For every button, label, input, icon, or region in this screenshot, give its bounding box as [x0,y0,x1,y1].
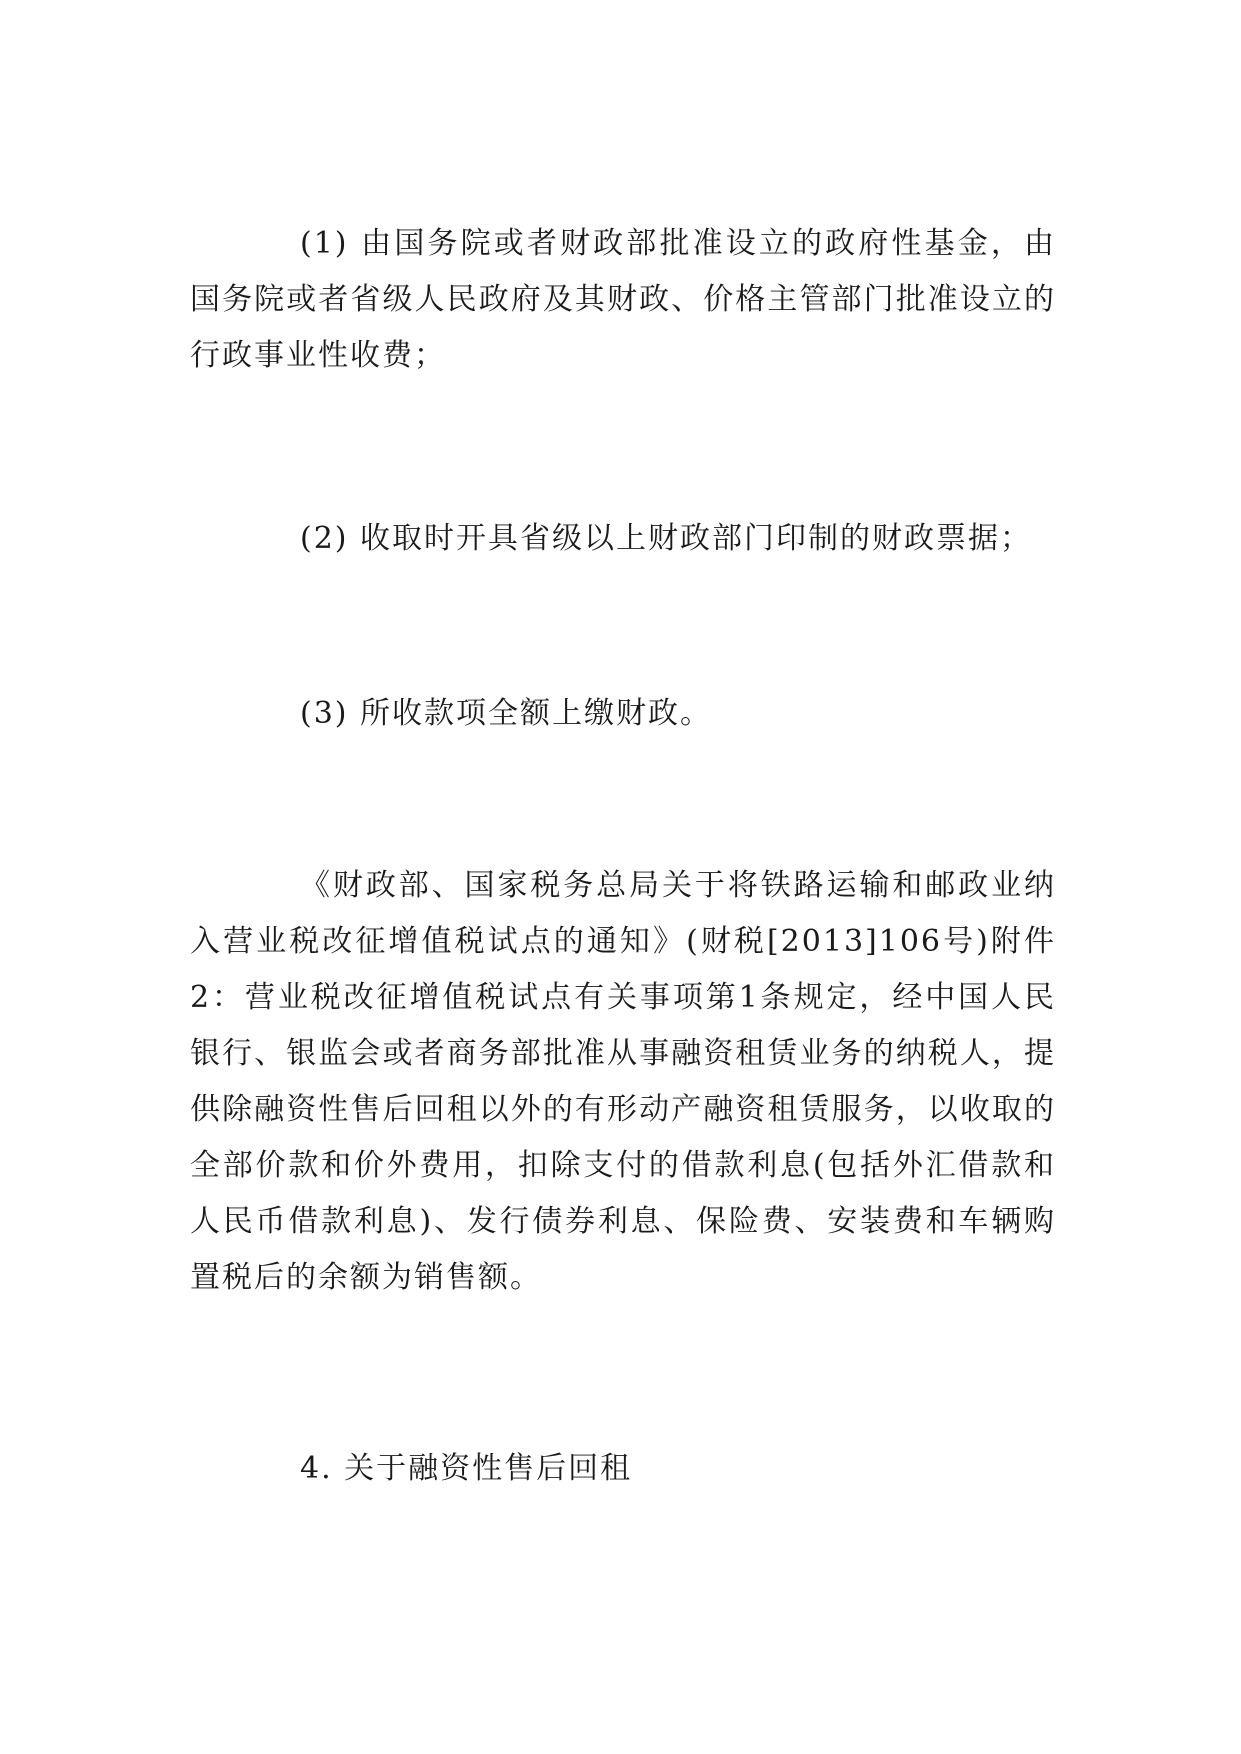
section-heading: 4. 关于融资性售后回租 [300,1451,633,1486]
paragraph-regulation: 《财政部、国家税务总局关于将铁路运输和邮政业纳入营业税改征增值税试点的通知》(财税[2013]106号)附件2：营业税改征增值税试点有关事项第1条规定，经中国人民银行、银监会或者商务部批准从事融资租赁业务的纳税人，提供除融资性售后回租以外的有形动产融资租赁服务，以收取的全部价款和价外费用，扣除支付的借款利息(包括外汇借款和人民币借款利息)、发行债券利息、保险费、安装费和车辆购置税后的余额为销售额。 [190,868,1056,1295]
paragraph-item-1: (1) 由国务院或者财政部批准设立的政府性基金，由国务院或者省级人民政府及其财政、价格主管部门批准设立的行政事业性收费； [190,226,1056,373]
paragraph-item-2: (2) 收取时开具省级以上财政部门印制的财政票据； [300,521,1033,556]
paragraph-item-3: (3) 所收款项全额上缴财政。 [300,696,713,731]
